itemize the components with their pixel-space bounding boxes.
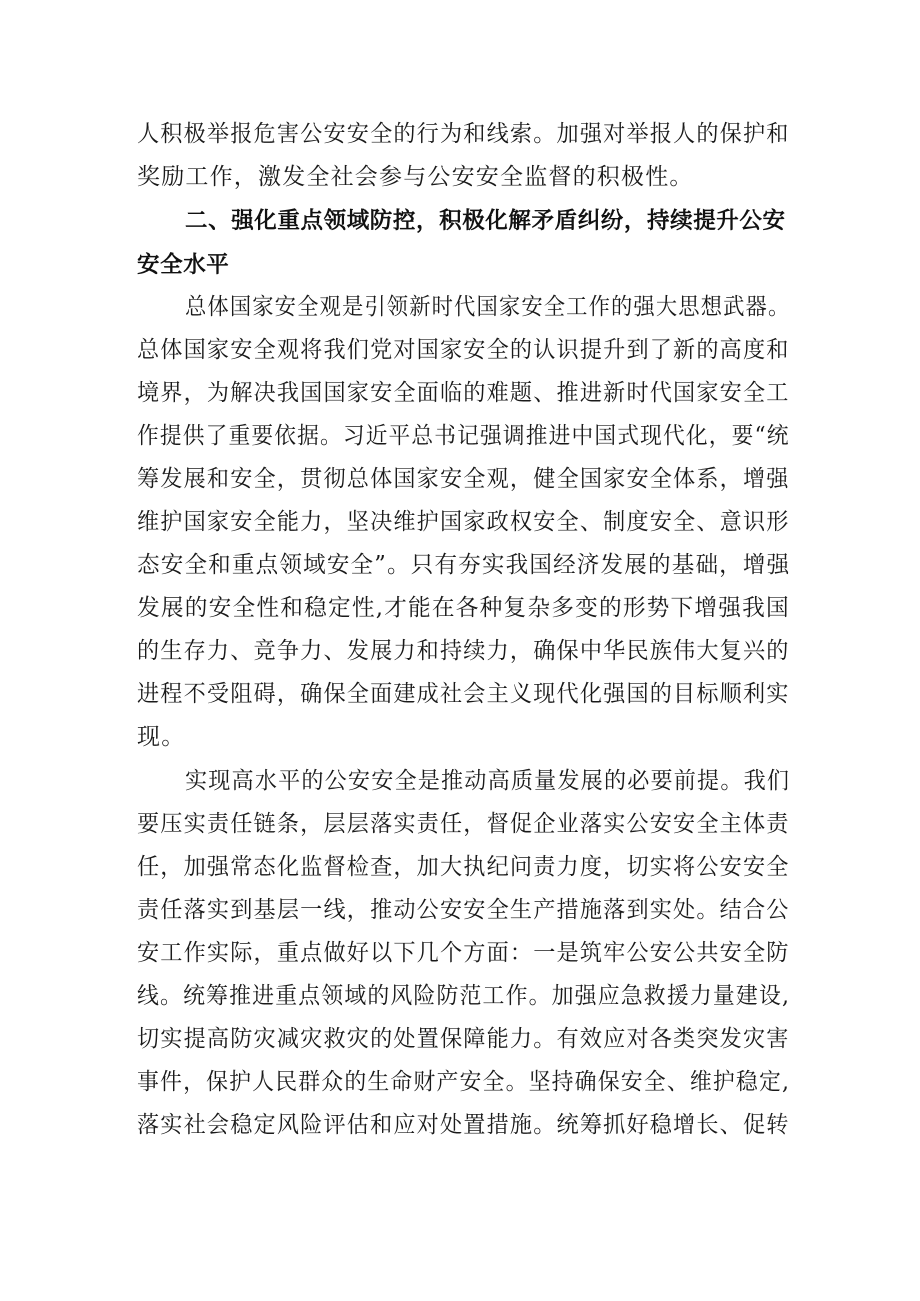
paragraph2-line-1: 实现高水平的公安安全是推动高质量发展的必要前提。我们 bbox=[185, 768, 791, 794]
section-heading-line-1: 二、强化重点领域防控，积极化解矛盾纠纷，持续提升公安 bbox=[185, 208, 786, 234]
paragraph2-line-2: 要压实责任链条，层层落实责任，督促企业落实公安安全主体责 bbox=[137, 811, 790, 837]
paragraph1-line-11: 现。 bbox=[137, 724, 186, 750]
intro-line-2: 奖励工作，激发全社会参与公安安全监督的积极性。 bbox=[137, 164, 694, 190]
paragraph2-line-9: 落实社会稳定风险评估和应对处置措施。统筹抓好稳增长、促转 bbox=[137, 1112, 790, 1138]
paragraph1-line-3: 境界，为解决我国国家安全面临的难题、推进新时代国家安全工 bbox=[137, 380, 790, 406]
paragraph1-line-10: 进程不受阻碍，确保全面建成社会主义现代化强国的目标顺利实 bbox=[137, 681, 790, 707]
paragraph1-line-4: 作提供了重要依据。习近平总书记强调推进中国式现代化，要“统 bbox=[137, 423, 790, 449]
paragraph1-line-9: 的生存力、竞争力、发展力和持续力，确保中华民族伟大复兴的 bbox=[137, 638, 790, 664]
paragraph2-line-4: 责任落实到基层一线，推动公安安全生产措施落到实处。结合公 bbox=[137, 897, 790, 923]
paragraph2-line-6: 线。统筹推进重点领域的风险防范工作。加强应急救援力量建设, bbox=[137, 983, 791, 1009]
paragraph1-line-2: 总体国家安全观将我们党对国家安全的认识提升到了新的高度和 bbox=[137, 337, 790, 363]
paragraph1-line-6: 维护国家安全能力，坚决维护国家政权安全、制度安全、意识形 bbox=[137, 509, 790, 535]
paragraph2-line-8: 事件，保护人民群众的生命财产安全。坚持确保安全、维护稳定, bbox=[137, 1069, 791, 1095]
paragraph1-line-7: 态安全和重点领域安全”。只有夯实我国经济发展的基础，增强 bbox=[137, 552, 791, 578]
section-heading-line-2: 安全水平 bbox=[137, 252, 230, 278]
paragraph2-line-3: 任，加强常态化监督检查，加大执纪问责力度，切实将公安安全 bbox=[137, 854, 790, 880]
paragraph2-line-7: 切实提高防灾减灾救灾的处置保障能力。有效应对各类突发灾害 bbox=[137, 1026, 790, 1052]
paragraph1-line-8: 发展的安全性和稳定性,才能在各种复杂多变的形势下增强我国 bbox=[137, 595, 790, 621]
paragraph2-line-5: 安工作实际，重点做好以下几个方面：一是筑牢公安公共安全防 bbox=[137, 940, 790, 966]
paragraph1-line-5: 筹发展和安全，贯彻总体国家安全观，健全国家安全体系，增强 bbox=[137, 466, 790, 492]
paragraph1-line-1: 总体国家安全观是引领新时代国家安全工作的强大思想武器。 bbox=[185, 294, 791, 320]
intro-line-1: 人积极举报危害公安安全的行为和线索。加强对举报人的保护和 bbox=[137, 121, 790, 147]
